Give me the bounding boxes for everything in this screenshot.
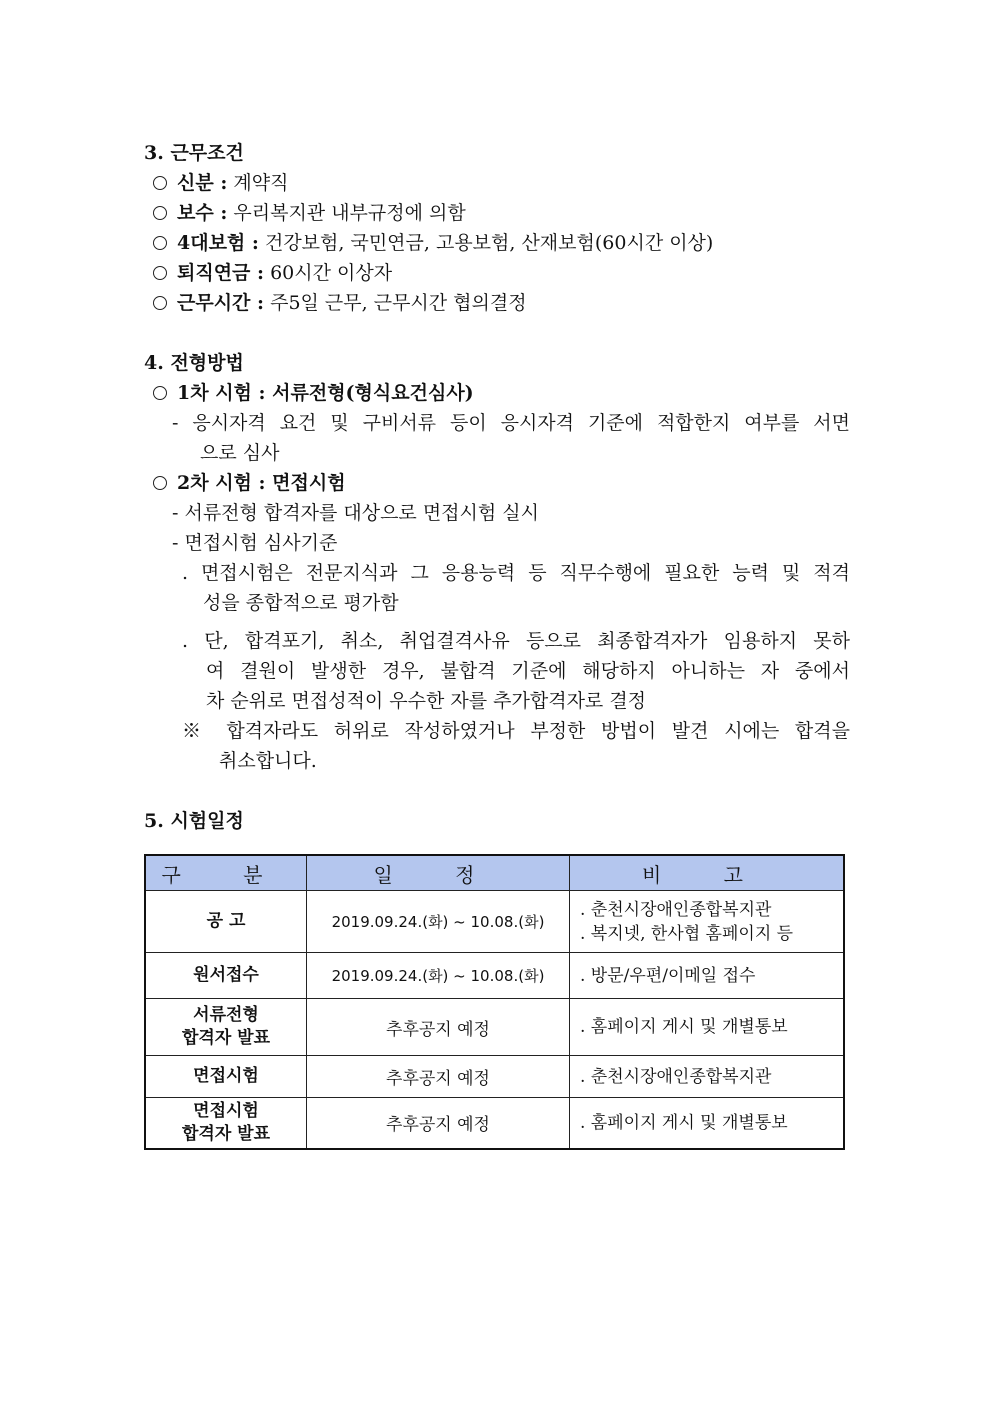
row-schedule: 추후공지 예정 (307, 1056, 570, 1098)
category-line: 면접시험 (193, 1100, 259, 1121)
condition-value: 주5일 근무, 근무시간 협의결정 (270, 292, 527, 314)
condition-label: 근무시간 : (177, 292, 265, 314)
table-row (145, 1056, 844, 1098)
section3-heading: 3. 근무조건 (144, 142, 244, 164)
condition-item (153, 170, 288, 196)
condition-value: 건강보험, 국민연금, 고용보험, 산재보험(60시간 이상) (264, 232, 714, 254)
row-category: 공 고 (145, 891, 307, 953)
circle-bullet-icon (153, 386, 167, 400)
category-line: 서류전형 (193, 1005, 259, 1025)
condition-item (153, 260, 392, 286)
note-line: . 춘천시장애인종합복지관 (580, 899, 772, 920)
category-line: 합격자 발표 (181, 1028, 271, 1048)
section4-heading: 4. 전형방법 (144, 352, 244, 374)
condition-item (153, 230, 713, 256)
table-header-row (145, 855, 844, 891)
table-row (145, 953, 844, 999)
row-category (145, 999, 307, 1056)
condition-value: 우리복지관 내부규정에 의함 (233, 202, 466, 224)
row-schedule: 2019.09.24.(화) ~ 10.08.(화) (307, 891, 570, 953)
row-schedule: 추후공지 예정 (307, 1098, 570, 1149)
criterion2-line3: 차 순위로 면접성적이 우수한 자를 추가합격자로 결정 (206, 690, 647, 712)
header-note: 비 고 (570, 855, 845, 891)
round2-label (153, 470, 346, 496)
schedule-table (144, 854, 845, 1150)
note-line: . 복지넷, 한사협 홈페이지 등 (580, 923, 794, 944)
note-line1: ※ 합격자라도 허위로 작성하였거나 부정한 방법이 발견 시에는 합격을 (182, 720, 850, 742)
round2-text: 2차 시험 : 면접시험 (177, 472, 346, 494)
circle-bullet-icon (153, 296, 167, 310)
section5-heading: 5. 시험일정 (144, 810, 244, 832)
circle-bullet-icon (153, 236, 167, 250)
circle-bullet-icon (153, 176, 167, 190)
round1-text: 1차 시험 : 서류전형(형식요건심사) (177, 382, 474, 404)
header-schedule: 일 정 (307, 855, 570, 891)
row-schedule: 2019.09.24.(화) ~ 10.08.(화) (307, 953, 570, 999)
note-line2: 취소합니다. (219, 750, 317, 772)
condition-value: 60시간 이상자 (270, 262, 393, 284)
row-category: 면접시험 (145, 1056, 307, 1098)
condition-value: 계약직 (233, 172, 289, 194)
condition-label: 퇴직연금 : (177, 262, 265, 284)
criterion2-line2: 여 결원이 발생한 경우, 불합격 기준에 해당하지 아니하는 자 중에서 (206, 660, 850, 682)
round2-desc1: - 서류전형 합격자를 대상으로 면접시험 실시 (172, 502, 539, 524)
row-category (145, 1098, 307, 1149)
category-line: 합격자 발표 (181, 1123, 271, 1144)
table-row (145, 891, 844, 953)
table-row (145, 999, 844, 1056)
condition-label: 4대보험 : (177, 232, 259, 254)
condition-item (153, 290, 527, 316)
circle-bullet-icon (153, 476, 167, 490)
circle-bullet-icon (153, 206, 167, 220)
circle-bullet-icon (153, 266, 167, 280)
round2-desc2: - 면접시험 심사기준 (172, 532, 338, 554)
criterion2-line1: . 단, 합격포기, 취소, 취업결격사유 등으로 최종합격자가 임용하지 못하 (182, 630, 850, 652)
condition-label: 보수 : (177, 202, 228, 224)
row-note: . 춘천시장애인종합복지관 (570, 1056, 845, 1098)
condition-label: 신분 : (177, 172, 228, 194)
round1-desc-line2: 으로 심사 (200, 442, 280, 464)
row-note: . 홈페이지 게시 및 개별통보 (570, 999, 845, 1056)
round1-label (153, 380, 474, 406)
row-note: . 방문/우편/이메일 접수 (570, 953, 845, 999)
round1-desc-line1: - 응시자격 요건 및 구비서류 등이 응시자격 기준에 적합한지 여부를 서면 (172, 412, 850, 434)
condition-item (153, 200, 466, 226)
row-category: 원서접수 (145, 953, 307, 999)
table-row (145, 1098, 844, 1149)
row-schedule: 추후공지 예정 (307, 999, 570, 1056)
criterion1-line1: . 면접시험은 전문지식과 그 응용능력 등 직무수행에 필요한 능력 및 적격 (182, 562, 850, 584)
header-category: 구 분 (145, 855, 307, 891)
row-note (570, 891, 845, 953)
criterion1-line2: 성을 종합적으로 평가함 (203, 592, 399, 614)
row-note: . 홈페이지 게시 및 개별통보 (570, 1098, 845, 1149)
